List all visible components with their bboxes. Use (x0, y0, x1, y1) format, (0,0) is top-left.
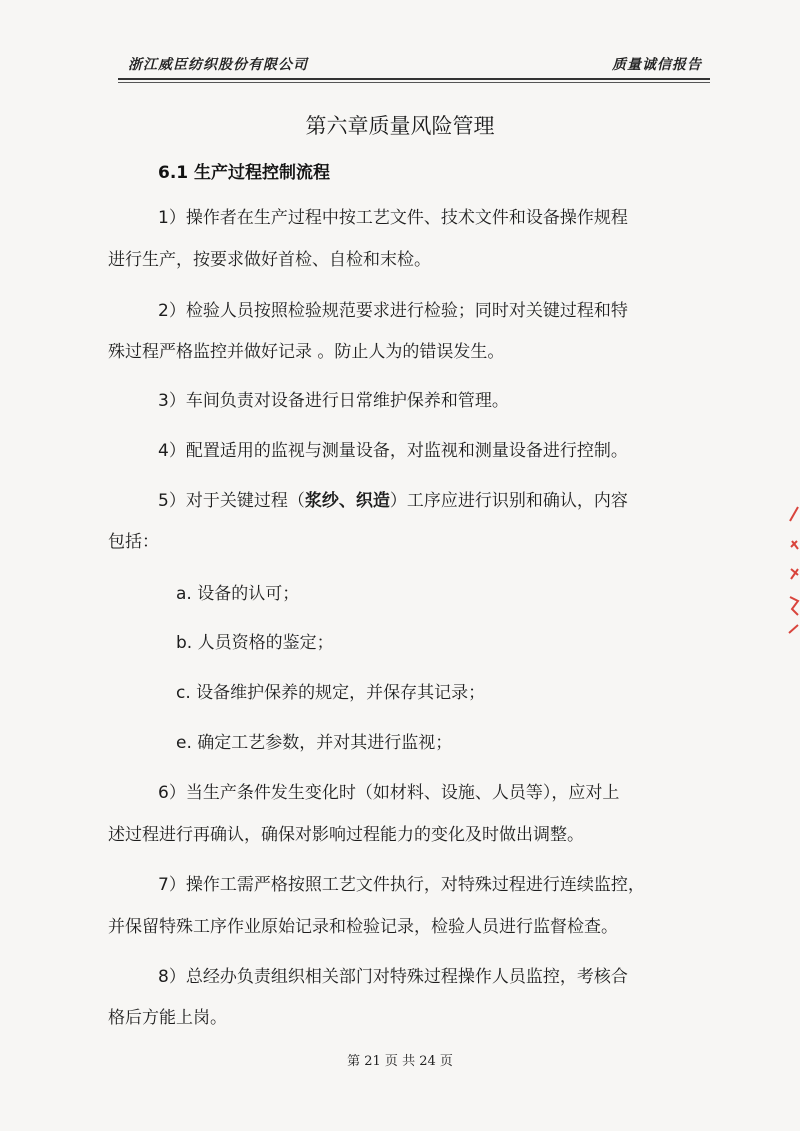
sub-item-c: c. 设备维护保养的规定，并保存其记录； (176, 683, 486, 703)
item-5-key-processes: 浆纱、织造 (304, 491, 390, 511)
item-3-line-1: 3）车间负责对设备进行日常维护保养和管理。 (158, 391, 509, 411)
header-company-name: 浙江威臣纺织股份有限公司 (128, 57, 308, 73)
item-6-line-1: 6）当生产条件发生变化时（如材料、设施、人员等），应对上 (158, 783, 620, 803)
item-5-line-1-start: 5）对于关键过程（ (158, 491, 305, 511)
section-heading: 6.1 生产过程控制流程 (158, 163, 331, 183)
item-6-line-2: 述过程进行再确认，确保对影响过程能力的变化及时做出调整。 (108, 825, 584, 845)
item-2-line-2: 殊过程严格监控并做好记录 。防止人为的错误发生。 (108, 342, 505, 362)
sub-item-b: b. 人员资格的鉴定； (176, 633, 334, 653)
chapter-title: 第六章质量风险管理 (305, 114, 495, 138)
item-7-line-1: 7）操作工需严格按照工艺文件执行，对特殊过程进行连续监控， (158, 875, 645, 895)
item-8-line-2: 格后方能上岗。 (108, 1008, 227, 1028)
item-5-line-1-end: ）工序应进行识别和确认，内容 (389, 491, 628, 511)
item-8-line-1: 8）总经办负责组织相关部门对特殊过程操作人员监控，考核合 (158, 967, 628, 987)
header-divider (118, 78, 710, 80)
header-report-title: 质量诚信报告 (612, 57, 702, 73)
item-5-line-1 (158, 486, 628, 511)
sub-item-e: e. 确定工艺参数，并对其进行监视； (176, 733, 453, 753)
item-7-line-2: 并保留特殊工序作业原始记录和检验记录，检验人员进行监督检查。 (108, 917, 618, 937)
page-number: 第 21 页 共 24 页 (347, 1054, 453, 1069)
item-2-line-1: 2）检验人员按照检验规范要求进行检验；同时对关键过程和特 (158, 301, 628, 321)
item-1-line-2: 进行生产，按要求做好首检、自检和末检。 (108, 250, 431, 270)
seal-stamp-edge (786, 505, 800, 635)
item-4-line-1: 4）配置适用的监视与测量设备，对监视和测量设备进行控制。 (158, 441, 628, 461)
item-5-line-2: 包括： (108, 532, 159, 552)
item-1-line-1: 1）操作者在生产过程中按工艺文件、技术文件和设备操作规程 (158, 208, 628, 228)
sub-item-a: a. 设备的认可； (176, 584, 300, 604)
header-divider-thin (118, 82, 710, 83)
